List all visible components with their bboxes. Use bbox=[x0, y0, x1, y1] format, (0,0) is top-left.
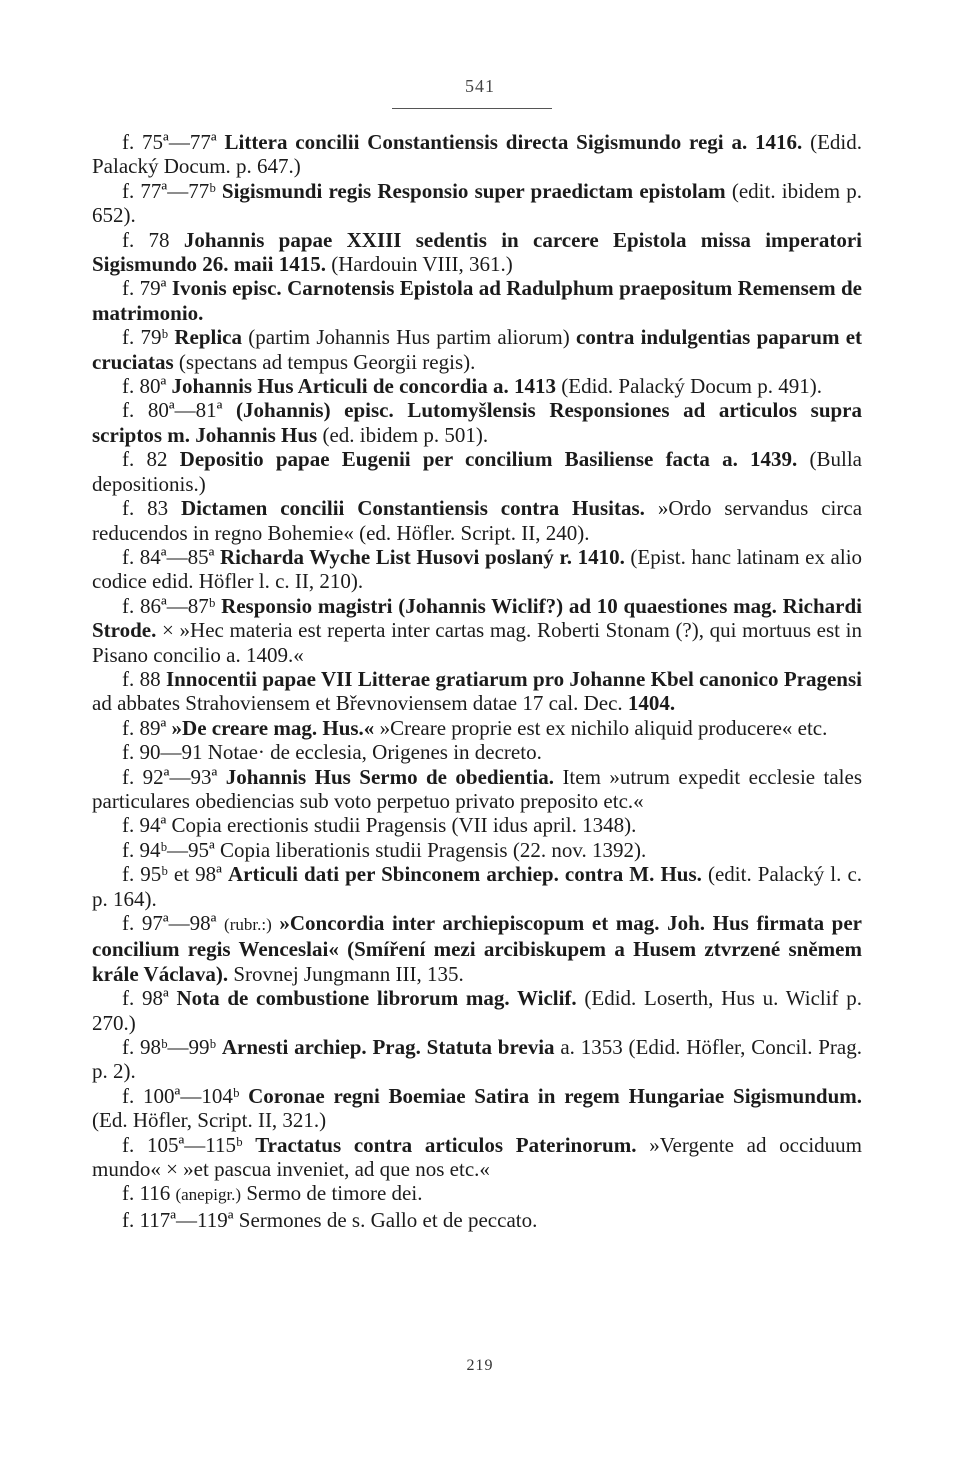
entry-title: Richarda Wyche List Husovi poslaný r. 1410. bbox=[219, 544, 625, 569]
catalogue-entries bbox=[92, 130, 862, 1232]
entry-note: (Ed. Höfler, Script. II, 321.) bbox=[92, 1108, 327, 1133]
folio-reference: f. 80ª—81ª bbox=[122, 398, 223, 423]
entry-title: Nota de combustione librorum mag. Wiclif. bbox=[176, 986, 577, 1011]
folio-reference: f. 92ª—93ª bbox=[122, 764, 218, 789]
signature-number: 219 bbox=[466, 1357, 494, 1374]
folio-reference: f. 82 bbox=[122, 447, 168, 472]
entry-title: Replica bbox=[174, 325, 242, 350]
folio-reference: f. 98ᵇ—99ᵇ bbox=[122, 1035, 217, 1060]
catalogue-entry bbox=[92, 667, 862, 716]
entry-title: Dictamen concilii Constantiensis contra Husitas. bbox=[181, 496, 645, 521]
entry-title: Littera concilii Constantiensis directa Sigismundo regi a. 1416. bbox=[224, 130, 803, 154]
entry-title: Johannis Hus Articuli de concordia a. 1413 bbox=[171, 374, 557, 399]
entry-note: × »Hec materia est reperta inter cartas mag. Roberti Stonam (?), qui mortuus est in Pisano concilio a. 1409.« bbox=[92, 618, 862, 667]
folio-reference: f. 89ª bbox=[122, 715, 167, 740]
entry-title: Sigismundi regis Responsio super praedictam epistolam bbox=[221, 178, 726, 203]
entry-note: Item »utrum expedit ecclesie tales particulares obediencias sub voto perpetuo privato preposito etc.« bbox=[92, 764, 863, 813]
catalogue-entry bbox=[92, 496, 862, 545]
entry-note: Copia liberationis studii Pragensis (22. nov. 1392). bbox=[220, 837, 647, 862]
folio-reference: f. 116 bbox=[122, 1181, 171, 1206]
header-rule bbox=[392, 108, 552, 109]
entry-title-continued: 1404. bbox=[627, 691, 676, 716]
page-number: 541 bbox=[465, 76, 495, 96]
catalogue-entry bbox=[92, 716, 862, 740]
entry-title: Tractatus contra articulos Paterinorum. bbox=[255, 1132, 637, 1157]
folio-reference: f. 80ª bbox=[122, 374, 167, 399]
entry-note: (Epist. hanc latinam ex alio codice edid. Höfler l. c. II, 210). bbox=[92, 544, 863, 594]
entry-title: »Concordia inter archiepiscopum et mag. Joh. Hus firmata per concilium regis Wenceslai« (Smíření mezi arcibiskupem a Husem ztvrzené sněmem krále Václava). bbox=[92, 911, 863, 986]
entry-title: (Johannis) episc. Lutomyšlensis Responsiones ad articulos supra scriptos m. Johannis Hus bbox=[92, 398, 862, 447]
entry-note: (Bulla depositionis.) bbox=[92, 447, 863, 496]
entry-note: Notae· de ecclesia, Origenes in decreto. bbox=[207, 740, 542, 765]
catalogue-entry bbox=[92, 1084, 862, 1133]
folio-reference: f. 98ª bbox=[122, 986, 169, 1011]
entry-title: Innocentii papae VII Litterae gratiarum pro Johanne Kbel canonico Pragensi bbox=[165, 666, 862, 691]
folio-reference: f. 77ª—77ᵇ bbox=[122, 178, 216, 203]
catalogue-entry bbox=[92, 325, 862, 374]
entry-title: Depositio papae Eugenii per concilium Basiliense facta a. 1439. bbox=[179, 447, 798, 472]
catalogue-entry bbox=[92, 545, 862, 594]
entry-title-continued: contra indulgentias paparum et cruciatas bbox=[92, 325, 863, 374]
catalogue-entry bbox=[92, 838, 862, 862]
rubric-note: (rubr.:) bbox=[224, 915, 272, 934]
entry-title: Ivonis episc. Carnotensis Epistola ad Radulphum praepositum Remensem de matrimonio. bbox=[92, 276, 862, 325]
folio-reference: f. 97ª—98ª bbox=[122, 911, 217, 935]
catalogue-entry bbox=[92, 594, 862, 667]
entry-title: »De creare mag. Hus.« bbox=[171, 715, 375, 740]
entry-note: (Edid. Palacký Docum p. 491). bbox=[561, 374, 822, 399]
entry-note: Srovnej Jungmann III, 135. bbox=[233, 961, 464, 986]
entry-title: Arnesti archiep. Prag. Statuta brevia bbox=[221, 1035, 555, 1060]
entry-note: (Edid. Palacký Docum. p. 647.) bbox=[92, 130, 863, 179]
folio-reference: f. 100ª—104ᵇ bbox=[122, 1083, 240, 1108]
catalogue-entry bbox=[92, 813, 862, 837]
entry-title: Articuli dati per Sbinconem archiep. contra M. Hus. bbox=[227, 862, 702, 887]
catalogue-entry bbox=[92, 740, 862, 764]
folio-reference: f. 105ª—115ᵇ bbox=[122, 1132, 243, 1157]
entry-title: Responsio magistri (Johannis Wiclif?) ad 10 quaestiones mag. Richardi Strode. bbox=[92, 593, 862, 643]
entry-note: (ed. ibidem p. 501). bbox=[322, 422, 489, 447]
entry-note: »Ordo servandus circa reducendos in regno Bohemie« (ed. Höfler. Script. II, 240). bbox=[92, 496, 863, 545]
entry-note: (edit. Palacký l. c. p. 164). bbox=[92, 862, 863, 911]
folio-reference: f. 78 bbox=[122, 227, 170, 252]
folio-reference: f. 88 bbox=[122, 666, 161, 691]
entry-note: Sermo de timore dei. bbox=[246, 1181, 423, 1206]
rubric-note: (anepigr.) bbox=[175, 1185, 242, 1205]
catalogue-entry bbox=[92, 447, 862, 496]
folio-reference: f. 83 bbox=[122, 496, 169, 521]
catalogue-entry bbox=[92, 911, 862, 986]
folio-reference: f. 79ᵇ bbox=[122, 325, 169, 350]
folio-reference: f. 95ᵇ et 98ª bbox=[122, 862, 222, 887]
catalogue-entry bbox=[92, 1181, 862, 1207]
folio-reference: f. 75ª—77ª bbox=[122, 130, 217, 154]
entry-note: ad abbates Strahoviensem et Břevnoviensem datae 17 cal. Dec. bbox=[92, 691, 623, 716]
entry-title: Johannis papae XXIII sedentis in carcere Epistola missa imperatori Sigismundo 26. maii 1415. bbox=[92, 227, 863, 277]
catalogue-entry bbox=[92, 1035, 862, 1084]
entry-note: Sermones de s. Gallo et de peccato. bbox=[238, 1207, 538, 1232]
catalogue-entry bbox=[92, 1133, 862, 1182]
folio-reference: f. 117ª—119ª bbox=[122, 1207, 234, 1232]
entry-note: Copia erectionis studii Pragensis (VII idus april. 1348). bbox=[171, 813, 637, 838]
entry-note: »Vergente ad occiduum mundo« × »et pascua inveniet, ad que nos etc.« bbox=[92, 1132, 862, 1182]
folio-reference: f. 94ᵇ—95ª bbox=[122, 837, 215, 862]
folio-reference: f. 94ª bbox=[122, 813, 167, 838]
catalogue-entry bbox=[92, 986, 862, 1035]
catalogue-entry bbox=[92, 862, 862, 911]
catalogue-entry bbox=[92, 1208, 862, 1232]
catalogue-entry bbox=[92, 228, 862, 277]
catalogue-entry bbox=[92, 179, 862, 228]
folio-reference: f. 79ª bbox=[122, 276, 167, 301]
catalogue-entry bbox=[92, 130, 862, 179]
entry-note: »Creare proprie est ex nichilo aliquid producere« etc. bbox=[379, 715, 828, 740]
entry-title: Johannis Hus Sermo de obedientia. bbox=[225, 764, 555, 789]
entry-note: (edit. ibidem p. 652). bbox=[92, 178, 863, 228]
catalogue-entry bbox=[92, 765, 862, 814]
folio-reference: f. 90—91 bbox=[122, 740, 203, 765]
entry-note: (Edid. Loserth, Hus u. Wiclif p. 270.) bbox=[92, 986, 863, 1035]
folio-reference: f. 86ª—87ᵇ bbox=[122, 593, 216, 618]
folio-reference: f. 84ª—85ª bbox=[122, 544, 215, 569]
entry-note: (Hardouin VIII, 361.) bbox=[331, 252, 513, 277]
entry-note: a. 1353 (Edid. Höfler, Concil. Prag. p. 2). bbox=[92, 1035, 862, 1084]
catalogue-entry bbox=[92, 374, 862, 398]
entry-note: (partim Johannis Hus partim aliorum) bbox=[248, 325, 570, 350]
catalogue-entry bbox=[92, 276, 862, 325]
entry-title: Coronae regni Boemiae Satira in regem Hungariae Sigismundum. bbox=[248, 1083, 862, 1108]
entry-note-continued: (spectans ad tempus Georgii regis). bbox=[178, 349, 476, 374]
catalogue-entry bbox=[92, 398, 862, 447]
